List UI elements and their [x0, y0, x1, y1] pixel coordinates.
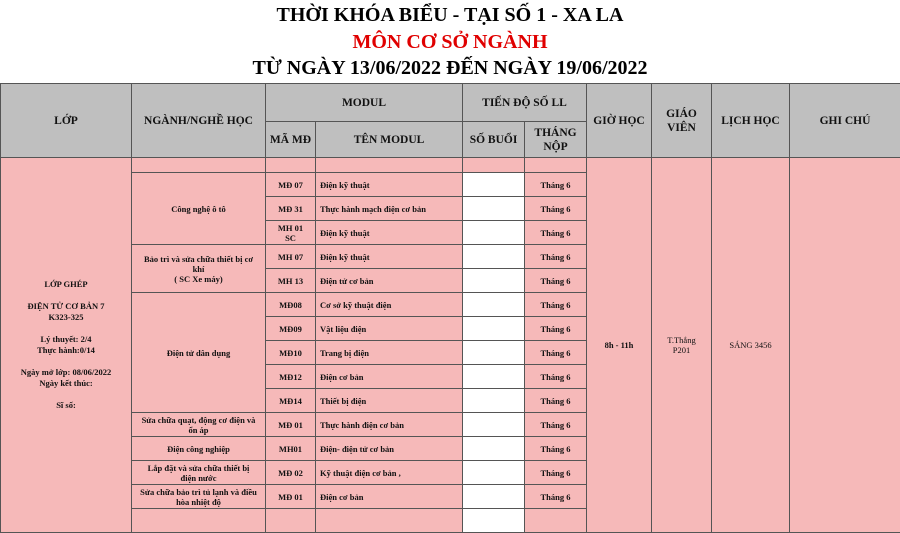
so-buoi-cell — [463, 365, 525, 389]
ma-md-line1: MĐ 31 — [278, 204, 303, 214]
nganh-line: Điện công nghiệp — [134, 444, 263, 454]
nganh-cell — [132, 245, 266, 293]
nganh-cell — [132, 437, 266, 461]
thang-nop-cell: Tháng 6 — [525, 269, 587, 293]
so-buoi-cell — [463, 197, 525, 221]
nganh-line: Sửa chữa bảo trì tủ lạnh và điều — [134, 487, 263, 497]
ghi-chu-cell — [790, 158, 900, 533]
nganh-line: hòa nhiệt độ — [134, 497, 263, 507]
so-buoi-cell — [463, 461, 525, 485]
thang-nop-cell: Tháng 6 — [525, 485, 587, 509]
ma-md-cell — [266, 485, 316, 509]
nganh-cell — [132, 461, 266, 485]
thang-nop-cell: Tháng 6 — [525, 389, 587, 413]
ten-modul-cell: Thực hành mạch điện cơ bản — [316, 197, 463, 221]
giao-vien-cell — [652, 158, 712, 533]
ma-md-line2: SC — [285, 233, 296, 243]
giao-vien-line1: T.Thắng — [667, 335, 695, 345]
lop-line-7: Ngày kết thúc: — [3, 378, 129, 389]
so-buoi-cell — [463, 293, 525, 317]
nganh-cell — [132, 485, 266, 509]
ten-modul-cell: Cơ sở kỹ thuật điện — [316, 293, 463, 317]
nganh-line: Sửa chữa quạt, động cơ điện và — [134, 415, 263, 425]
ma-md-cell — [266, 245, 316, 269]
ma-md-line1: MĐ10 — [279, 348, 302, 358]
col-header-modul: MODUL — [266, 84, 463, 122]
ma-md-cell — [266, 437, 316, 461]
ten-modul-cell: Điện kỹ thuật — [316, 221, 463, 245]
col-header-giao-vien — [652, 84, 712, 158]
col-header-ten-modul: TÊN MODUL — [316, 122, 463, 158]
nganh-line: khí — [134, 264, 263, 274]
so-buoi-cell — [463, 317, 525, 341]
col-header-giao-vien-line1: GIÁO — [666, 108, 697, 120]
lop-line-2: ĐIỆN TỬ CƠ BẢN 7 — [3, 301, 129, 312]
nganh-line: Công nghệ ô tô — [134, 204, 263, 214]
lop-line-6: Ngày mở lớp: 08/06/2022 — [3, 367, 129, 378]
ten-modul-cell: Điện cơ bản — [316, 485, 463, 509]
gio-hoc-cell: 8h - 11h — [587, 158, 652, 533]
ten-modul-cell: Điện tử cơ bản — [316, 269, 463, 293]
ma-md-cell — [266, 341, 316, 365]
ma-md-line1: MĐ 02 — [278, 468, 303, 478]
ma-md-line1: MĐ14 — [279, 396, 302, 406]
so-buoi-cell — [463, 485, 525, 509]
thang-nop-cell: Tháng 6 — [525, 413, 587, 437]
ten-modul-cell: Điện kỹ thuật — [316, 245, 463, 269]
ma-md-cell — [266, 365, 316, 389]
nganh-cell — [132, 413, 266, 437]
col-header-gio-hoc: GIỜ HỌC — [587, 84, 652, 158]
ma-md-line1: MĐ 07 — [278, 180, 303, 190]
thang-nop-cell: Tháng 6 — [525, 197, 587, 221]
thang-nop-cell: Tháng 6 — [525, 317, 587, 341]
col-header-thang-nop-line1: THÁNG — [534, 127, 576, 139]
nganh-line: điện nước — [134, 473, 263, 483]
so-buoi-cell — [463, 269, 525, 293]
ma-md-line1: MH 01 — [278, 223, 303, 233]
ten-modul-cell: Thực hành điện cơ bản — [316, 413, 463, 437]
ma-md-cell — [266, 389, 316, 413]
lop-line-5: Thực hành:0/14 — [3, 345, 129, 356]
ma-md-line1: MH 07 — [278, 252, 303, 262]
so-buoi-cell — [463, 173, 525, 197]
ma-md-line1: MĐ12 — [279, 372, 302, 382]
date-range-title: TỪ NGÀY 13/06/2022 ĐẾN NGÀY 19/06/2022 — [0, 57, 900, 80]
ma-md-line1: MĐ08 — [279, 300, 302, 310]
ten-modul-cell: Điện kỹ thuật — [316, 173, 463, 197]
lop-line-3: K323-325 — [3, 312, 129, 323]
ten-modul-cell: Điện cơ bản — [316, 365, 463, 389]
ma-md-cell — [266, 197, 316, 221]
so-buoi-cell — [463, 341, 525, 365]
ten-modul-cell: Trang bị điện — [316, 341, 463, 365]
col-header-ghi-chu: GHI CHÚ — [790, 84, 900, 158]
nganh-cell — [132, 293, 266, 413]
col-header-lop: LỚP — [1, 84, 132, 158]
nganh-line: Bảo trì và sửa chữa thiết bị cơ — [134, 254, 263, 264]
nganh-line: Điện tử dân dụng — [134, 348, 263, 358]
col-header-thang-nop-line2: NỘP — [543, 141, 567, 153]
ten-modul-cell: Vật liệu điện — [316, 317, 463, 341]
thang-nop-cell: Tháng 6 — [525, 173, 587, 197]
thang-nop-cell: Tháng 6 — [525, 461, 587, 485]
ten-modul-cell: Điện- điện tử cơ bản — [316, 437, 463, 461]
ma-md-line1: MĐ 01 — [278, 420, 303, 430]
ma-md-line1: MH 13 — [278, 276, 303, 286]
nganh-cell — [132, 173, 266, 245]
ma-md-cell — [266, 317, 316, 341]
nganh-line: Lắp đặt và sửa chữa thiết bị — [134, 463, 263, 473]
thang-nop-cell: Tháng 6 — [525, 221, 587, 245]
ma-md-cell — [266, 173, 316, 197]
thang-nop-cell: Tháng 6 — [525, 365, 587, 389]
col-header-so-buoi: SỐ BUỔI — [463, 122, 525, 158]
ma-md-cell — [266, 293, 316, 317]
ma-md-line1: MH01 — [279, 444, 302, 454]
timetable — [0, 83, 900, 533]
lich-hoc-cell: SÁNG 3456 — [712, 158, 790, 533]
ma-md-line1: MĐ09 — [279, 324, 302, 334]
col-header-giao-vien-line2: VIÊN — [667, 122, 696, 134]
ma-md-cell — [266, 461, 316, 485]
title-line-2: MÔN CƠ SỞ NGÀNH — [0, 31, 900, 54]
col-header-nganh: NGÀNH/NGHỀ HỌC — [132, 84, 266, 158]
col-header-ma-md: MÃ MĐ — [266, 122, 316, 158]
ma-md-cell — [266, 269, 316, 293]
lop-line-1: LỚP GHÉP — [3, 279, 129, 290]
nganh-line: ổn áp — [134, 425, 263, 435]
so-buoi-cell — [463, 389, 525, 413]
so-buoi-cell — [463, 413, 525, 437]
ten-modul-cell: Kỹ thuật điện cơ bản , — [316, 461, 463, 485]
col-header-thang-nop — [525, 122, 587, 158]
lop-line-8: Sĩ số: — [3, 400, 129, 411]
lop-line-4: Lý thuyết: 2/4 — [3, 334, 129, 345]
so-buoi-cell — [463, 245, 525, 269]
thang-nop-cell: Tháng 6 — [525, 437, 587, 461]
ma-md-cell — [266, 413, 316, 437]
col-header-tien-do: TIẾN ĐỘ SỐ LL — [463, 84, 587, 122]
so-buoi-cell — [463, 221, 525, 245]
ma-md-line1: MĐ 01 — [278, 492, 303, 502]
thang-nop-cell: Tháng 6 — [525, 245, 587, 269]
ma-md-cell — [266, 221, 316, 245]
thang-nop-cell: Tháng 6 — [525, 293, 587, 317]
lop-cell — [1, 158, 132, 533]
ten-modul-cell: Thiết bị điện — [316, 389, 463, 413]
title-line-1: THỜI KHÓA BIỂU - TẠI SỐ 1 - XA LA — [0, 4, 900, 27]
so-buoi-cell — [463, 437, 525, 461]
giao-vien-line2: P201 — [673, 345, 690, 355]
col-header-lich-hoc: LỊCH HỌC — [712, 84, 790, 158]
nganh-line: ( SC Xe máy) — [134, 274, 263, 284]
thang-nop-cell: Tháng 6 — [525, 341, 587, 365]
